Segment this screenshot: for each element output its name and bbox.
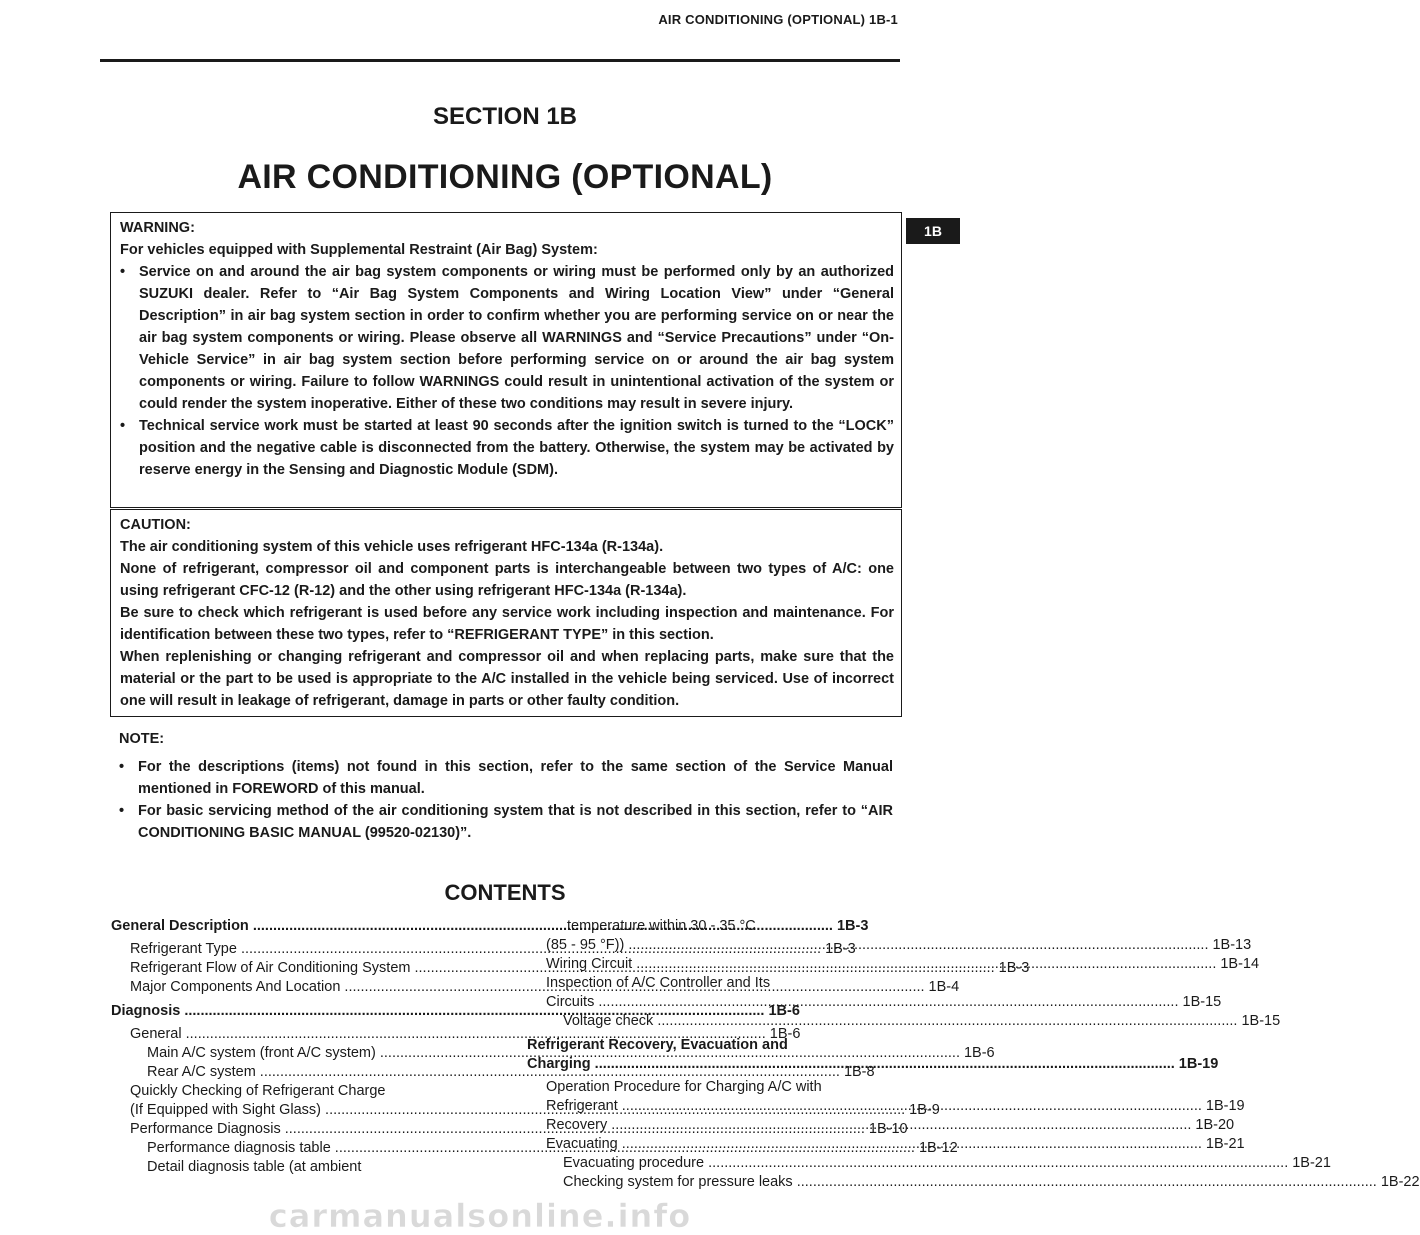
toc-entry[interactable]: Performance Diagnosis ..... 1B-10 (111, 1120, 480, 1139)
toc-entry[interactable]: Voltage check ..... 1B-15 (527, 1012, 896, 1031)
toc-entry[interactable]: Rear A/C system ..... 1B-8 (111, 1063, 480, 1082)
caution-line: When replenishing or changing refrigerant and compressor oil and when replacing parts, make sure that the material or the part to be used is appropriate to the A/C installed in the vehicle being serviced. Use of incorrect one will result in leakage of refrigerant, damage in parts or other faulty condition. (120, 649, 894, 709)
section-tab: 1B (906, 218, 960, 244)
toc-entry[interactable]: (If Equipped with Sight Glass) ..... 1B-9 (111, 1101, 480, 1120)
caution-heading: CAUTION: (120, 517, 191, 533)
caution-box (110, 509, 902, 717)
warning-item: • Technical service work must be started at least 90 seconds after the ignition switch is turned to the “LOCK” position and the negative cable is disconnected from the battery. Otherwise, the system may be activated by reserve energy in the Sensing and Diagnostic Module (SDM). (120, 415, 894, 481)
toc-entry[interactable]: Refrigerant ..... 1B-19 (527, 1097, 896, 1116)
note-item: • For the descriptions (items) not found in this section, refer to the same section of the Service Manual mentioned in FOREWORD of this manual. (119, 756, 893, 800)
bullet-icon: • (120, 418, 126, 434)
watermark (0, 1196, 960, 1235)
toc-entry[interactable]: Circuits ..... 1B-15 (527, 993, 896, 1012)
warning-intro: For vehicles equipped with Supplemental Restraint (Air Bag) System: (120, 242, 598, 258)
toc-entry[interactable]: Refrigerant Type ..... 1B-3 (111, 940, 480, 959)
bullet-icon: • (120, 264, 126, 280)
page-header (100, 8, 900, 58)
toc-entry[interactable]: Main A/C system (front A/C system) ..... 1B-6 (111, 1044, 480, 1063)
toc-entry[interactable]: Detail diagnosis table (at ambient (147, 1159, 362, 1175)
header-rule (100, 59, 900, 62)
caution-line: None of refrigerant, compressor oil and component parts is interchangeable between two types of A/C: one using refrigerant CFC-12 (R-12) and the other using refrigerant HFC-134a (R-134a). (120, 561, 894, 599)
page-title: AIR CONDITIONING (OPTIONAL) (237, 158, 773, 196)
note-block (119, 728, 893, 844)
toc-entry[interactable]: Charging ..... 1B-19 (527, 1055, 896, 1074)
caution-line: Be sure to check which refrigerant is used before any service work including inspection and maintenance. For identification between these two types, refer to “REFRIGERANT TYPE” in this section. (120, 605, 894, 643)
toc-entry[interactable]: Operation Procedure for Charging A/C with (546, 1079, 822, 1095)
bullet-icon: • (119, 759, 125, 775)
warning-item: • Service on and around the air bag system components or wiring must be performed only by an authorized SUZUKI dealer. Refer to “Air Bag System Components and Wiring Location View” under “General Description” in air bag system section in order to confirm whether you are performing service on or near the air bag system components or wiring. Please observe all WARNINGS and “Service Precautions” under “On-Vehicle Service” in air bag system section before performing service on or around the air bag system components or wiring. Failure to follow WARNINGS could result in unintentional activation of the system or could render the system inoperative. Either of these two conditions may result in severe injury. (120, 261, 894, 415)
note-heading: NOTE: (119, 731, 165, 747)
warning-box (110, 212, 902, 508)
toc-entry[interactable]: General ..... 1B-6 (111, 1025, 480, 1044)
bullet-icon: • (119, 803, 125, 819)
toc-entry[interactable]: Evacuating ..... 1B-21 (527, 1135, 896, 1154)
toc-entry[interactable]: Wiring Circuit ..... 1B-14 (527, 955, 896, 974)
toc-entry[interactable]: Performance diagnosis table ..... 1B-12 (111, 1139, 480, 1158)
toc-entry[interactable]: (85 - 95 °F)) ..... 1B-13 (527, 936, 896, 955)
toc-entry[interactable]: temperature within 30 - 35 °C (567, 918, 756, 934)
caution-line: The air conditioning system of this vehicle uses refrigerant HFC-134a (R-134a). (120, 539, 664, 555)
toc-entry[interactable]: Major Components And Location ..... 1B-4 (111, 978, 480, 997)
toc-entry[interactable]: Refrigerant Flow of Air Conditioning System ..... 1B-3 (111, 959, 480, 978)
note-item: • For basic servicing method of the air conditioning system that is not described in this section, refer to “AIR CONDITIONING BASIC MANUAL (99520-02130)”. (119, 800, 893, 844)
toc-entry[interactable]: Recovery ..... 1B-20 (527, 1116, 896, 1135)
svg-text:carmanualsonline.info: carmanualsonline.info (268, 1197, 692, 1235)
toc-entry[interactable]: Checking system for pressure leaks ..... 1B-22 (527, 1173, 896, 1192)
section-label: SECTION 1B (432, 103, 578, 130)
warning-heading: WARNING: (120, 220, 195, 236)
toc-entry[interactable]: Diagnosis ..... 1B-6 (111, 1002, 480, 1021)
running-title: AIR CONDITIONING (OPTIONAL) 1B-1 (658, 12, 898, 27)
toc-entry[interactable]: Refrigerant Recovery, Evacuation and (527, 1037, 788, 1053)
toc-entry[interactable]: Evacuating procedure ..... 1B-21 (527, 1154, 896, 1173)
toc-entry[interactable]: General Description ..... 1B-3 (111, 917, 480, 936)
toc-entry[interactable]: Quickly Checking of Refrigerant Charge (130, 1083, 386, 1099)
toc-entry[interactable]: Inspection of A/C Controller and Its (546, 975, 771, 991)
contents-title: CONTENTS (444, 880, 566, 905)
